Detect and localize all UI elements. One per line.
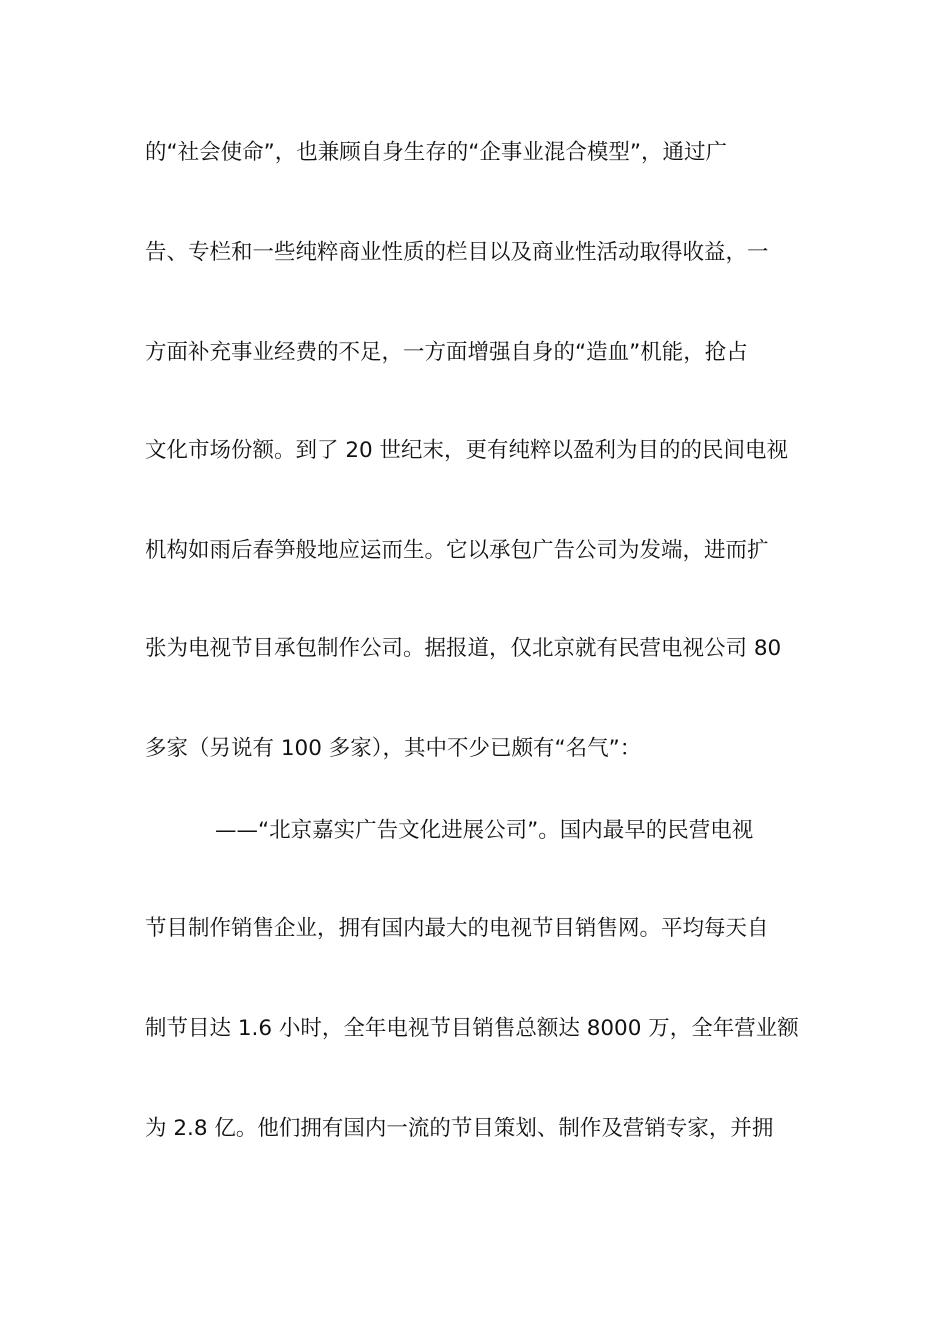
paragraph-line: 告、专栏和一些纯粹商业性质的栏目以及商业性活动取得收益，一 — [145, 240, 769, 265]
paragraph-line: 文化市场份额。到了 20 世纪末，更有纯粹以盈利为目的的民间电视 — [145, 438, 789, 463]
paragraph-line: 机构如雨后春笋般地应运而生。它以承包广告公司为发端，进而扩 — [145, 538, 769, 563]
paragraph-line-indented: ——“北京嘉实广告文化进展公司”。国内最早的民营电视 — [215, 818, 754, 843]
paragraph-line: 制节目达 1.6 小时，全年电视节目销售总额达 8000 万，全年营业额 — [145, 1016, 799, 1041]
paragraph-line: 张为电视节目承包制作公司。据报道，仅北京就有民营电视公司 80 — [145, 636, 782, 661]
paragraph-line: 节目制作销售企业，拥有国内最大的电视节目销售网。平均每天自 — [145, 916, 769, 941]
paragraph-line: 的“社会使命”，也兼顾自身生存的“企事业混合模型”，通过广 — [145, 140, 728, 165]
paragraph-line: 多家（另说有 100 多家），其中不少已颇有“名气”： — [145, 736, 642, 761]
paragraph-line: 为 2.8 亿。他们拥有国内一流的节目策划、制作及营销专家，并拥 — [145, 1116, 774, 1141]
paragraph-line: 方面补充事业经费的不足，一方面增强自身的“造血”机能，抢占 — [145, 340, 748, 365]
